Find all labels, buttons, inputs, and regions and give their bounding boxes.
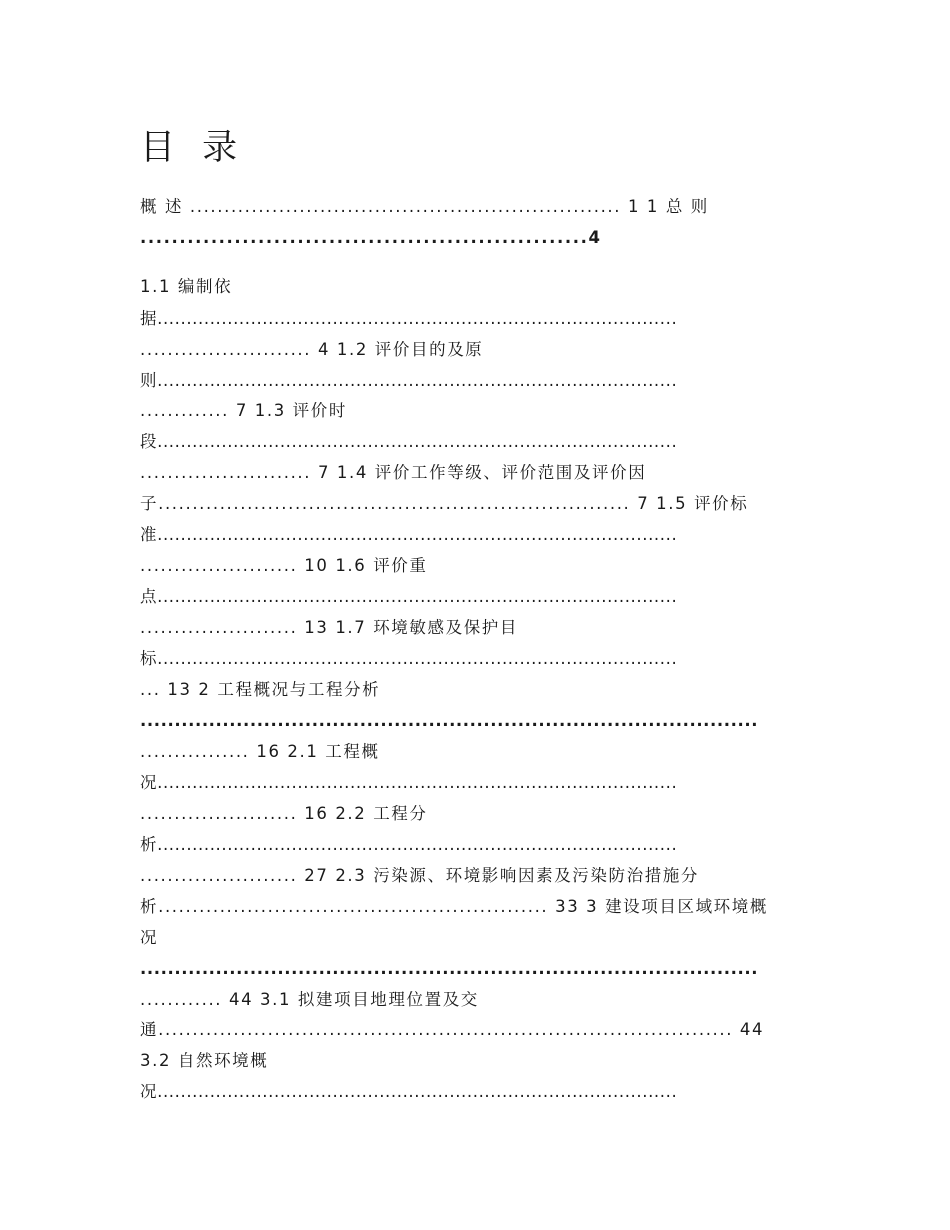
page-title: 目 录 [140, 128, 246, 168]
toc-line: .......................................................................................... [140, 711, 759, 730]
toc-line: 概 述 ............................................................... 1 1 总 则 [140, 197, 709, 216]
toc-line: 况......................................................................................... [140, 773, 678, 792]
toc-line: 段......................................................................................... [140, 432, 678, 451]
toc-line: 子..................................................................... 7 1.5 评价标 [140, 494, 749, 513]
toc-line: ......................... 7 1.4 评价工作等级、评价范围及评价因 [140, 463, 647, 482]
toc-line: .......................................................................................... [140, 959, 759, 978]
toc-line: ... 13 2 工程概况与工程分析 [140, 680, 381, 699]
toc-line: 据......................................................................................... [140, 309, 678, 328]
toc-line: .........................................................4 [140, 228, 602, 247]
toc-line: 析......................................................................................... [140, 835, 678, 854]
toc-line: 1.1 编制依 [140, 277, 233, 296]
toc-line: 标......................................................................................... [140, 649, 678, 668]
toc-line: 则......................................................................................... [140, 371, 678, 390]
toc-line: 况......................................................................................... [140, 1082, 678, 1101]
toc-line: ....................... 16 2.2 工程分 [140, 804, 428, 823]
toc-line: ......................... 4 1.2 评价目的及原 [140, 340, 484, 359]
toc-line: 准......................................................................................... [140, 525, 678, 544]
toc-line: ....................... 13 1.7 环境敏感及保护目 [140, 618, 519, 637]
toc-line: 3.2 自然环境概 [140, 1051, 269, 1070]
toc-line: 析......................................................... 33 3 建设项目区域环境概 [140, 897, 768, 916]
toc-line: ....................... 10 1.6 评价重 [140, 556, 428, 575]
toc-line: ....................... 27 2.3 污染源、环境影响因素及污染防治措施分 [140, 866, 700, 885]
toc-line: 况 [140, 928, 159, 947]
toc-line: ................ 16 2.1 工程概 [140, 742, 380, 761]
toc-line: ............. 7 1.3 评价时 [140, 401, 347, 420]
toc-line: 通.................................................................................... 44 [140, 1020, 765, 1039]
toc-line: ............ 44 3.1 拟建项目地理位置及交 [140, 990, 479, 1009]
toc-line: 点......................................................................................... [140, 587, 678, 606]
